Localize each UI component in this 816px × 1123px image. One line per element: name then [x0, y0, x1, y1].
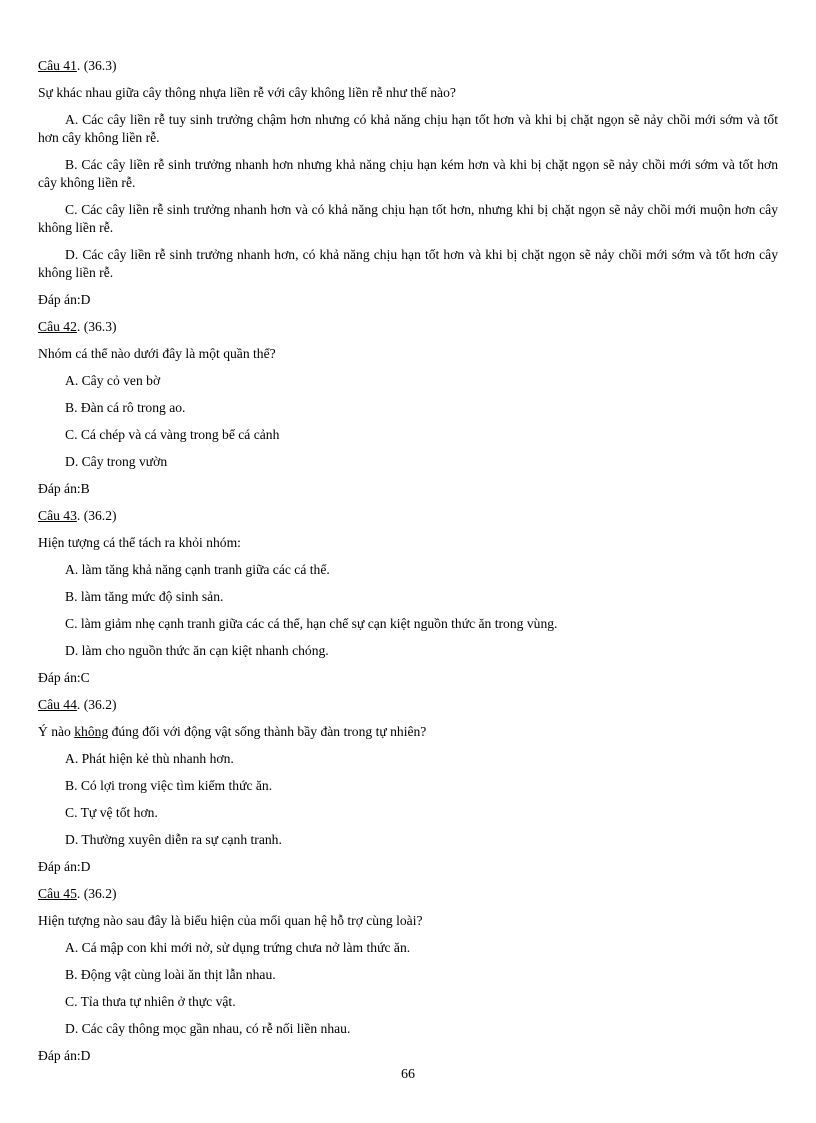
page-number: 66	[401, 1067, 415, 1082]
option-b: B. Có lợi trong việc tìm kiếm thức ăn.	[65, 778, 273, 793]
question-prompt	[38, 723, 778, 741]
option-c: C. Tỉa thưa tự nhiên ở thực vật.	[65, 994, 236, 1009]
question-44	[38, 696, 778, 876]
answer-line: Đáp án:D	[38, 859, 91, 874]
question-heading	[38, 507, 778, 525]
question-number: Câu 43	[38, 508, 77, 523]
question-number: Câu 41	[38, 58, 77, 73]
option-b: B. Đàn cá rô trong ao.	[65, 400, 186, 415]
option-b: B. Các cây liền rễ sinh trưởng nhanh hơn nhưng khả năng chịu hạn kém hơn và khi bị chặt ngọn sẽ nảy chồi mới sớm và tốt hơn cây không liền rễ.	[38, 157, 778, 190]
option-d: D. Các cây liền rễ sinh trưởng nhanh hơn, có khả năng chịu hạn tốt hơn và khi bị chặt ngọn sẽ nảy chồi mới sớm và tốt hơn cây không liền rễ.	[38, 247, 778, 280]
option-c: C. làm giảm nhẹ cạnh tranh giữa các cá thể, hạn chế sự cạn kiệt nguồn thức ăn trong vùng.	[65, 616, 558, 631]
option-b: B. làm tăng mức độ sinh sản.	[65, 589, 224, 604]
answer-line: Đáp án:D	[38, 1048, 91, 1063]
question-prompt: Sự khác nhau giữa cây thông nhựa liền rễ với cây không liền rễ như thế nào?	[38, 85, 456, 100]
option-a: A. Cây cỏ ven bờ	[65, 373, 161, 388]
question-ref: . (36.2)	[76, 508, 117, 523]
question-45	[38, 885, 778, 1065]
option-a: A. Phát hiện kẻ thù nhanh hơn.	[65, 751, 234, 766]
prompt-emphasis: không	[74, 724, 109, 739]
option-d: D. Thường xuyên diễn ra sự cạnh tranh.	[65, 832, 282, 847]
answer-line: Đáp án:D	[38, 292, 91, 307]
option-c: C. Cá chép và cá vàng trong bể cá cảnh	[65, 427, 280, 442]
question-heading	[38, 885, 778, 903]
question-ref: . (36.2)	[76, 697, 117, 712]
option-a: A. Cá mập con khi mới nở, sử dụng trứng chưa nở làm thức ăn.	[65, 940, 411, 955]
answer-line: Đáp án:B	[38, 481, 90, 496]
question-41	[38, 57, 778, 309]
question-number: Câu 44	[38, 697, 77, 712]
option-d: D. Các cây thông mọc gần nhau, có rễ nối liền nhau.	[65, 1021, 351, 1036]
question-prompt: Hiện tượng cá thể tách ra khỏi nhóm:	[38, 535, 241, 550]
option-c: C. Tự vệ tốt hơn.	[65, 805, 158, 820]
question-ref: . (36.3)	[76, 319, 117, 334]
option-a: A. Các cây liền rễ tuy sinh trưởng chậm hơn nhưng có khả năng chịu hạn tốt hơn và khi bị chặt ngọn sẽ nảy chồi mới sớm và tốt hơn cây không liền rễ.	[38, 112, 778, 145]
option-d: D. Cây trong vườn	[65, 454, 168, 469]
prompt-text-end: đúng đối với động vật sống thành bầy đàn trong tự nhiên?	[108, 724, 427, 739]
question-ref: . (36.2)	[76, 886, 117, 901]
question-number: Câu 42	[38, 319, 77, 334]
option-a: A. làm tăng khả năng cạnh tranh giữa các cá thể.	[65, 562, 330, 577]
question-heading	[38, 318, 778, 336]
question-43	[38, 507, 778, 687]
option-c: C. Các cây liền rễ sinh trưởng nhanh hơn và có khả năng chịu hạn tốt hơn, nhưng khi bị chặt ngọn sẽ nảy chồi mới muộn hơn cây không liền rễ.	[38, 202, 778, 235]
prompt-text-start: Ý nào	[38, 724, 75, 739]
question-42	[38, 318, 778, 498]
answer-line: Đáp án:C	[38, 670, 90, 685]
document-page	[38, 57, 778, 1074]
option-d: D. làm cho nguồn thức ăn cạn kiệt nhanh chóng.	[65, 643, 329, 658]
question-ref: . (36.3)	[76, 58, 117, 73]
question-prompt: Hiện tượng nào sau đây là biểu hiện của mối quan hệ hỗ trợ cùng loài?	[38, 913, 423, 928]
option-b: B. Động vật cùng loài ăn thịt lẫn nhau.	[65, 967, 276, 982]
question-heading	[38, 696, 778, 714]
question-number: Câu 45	[38, 886, 77, 901]
question-prompt: Nhóm cá thể nào dưới đây là một quần thể?	[38, 346, 276, 361]
question-heading	[38, 57, 778, 75]
